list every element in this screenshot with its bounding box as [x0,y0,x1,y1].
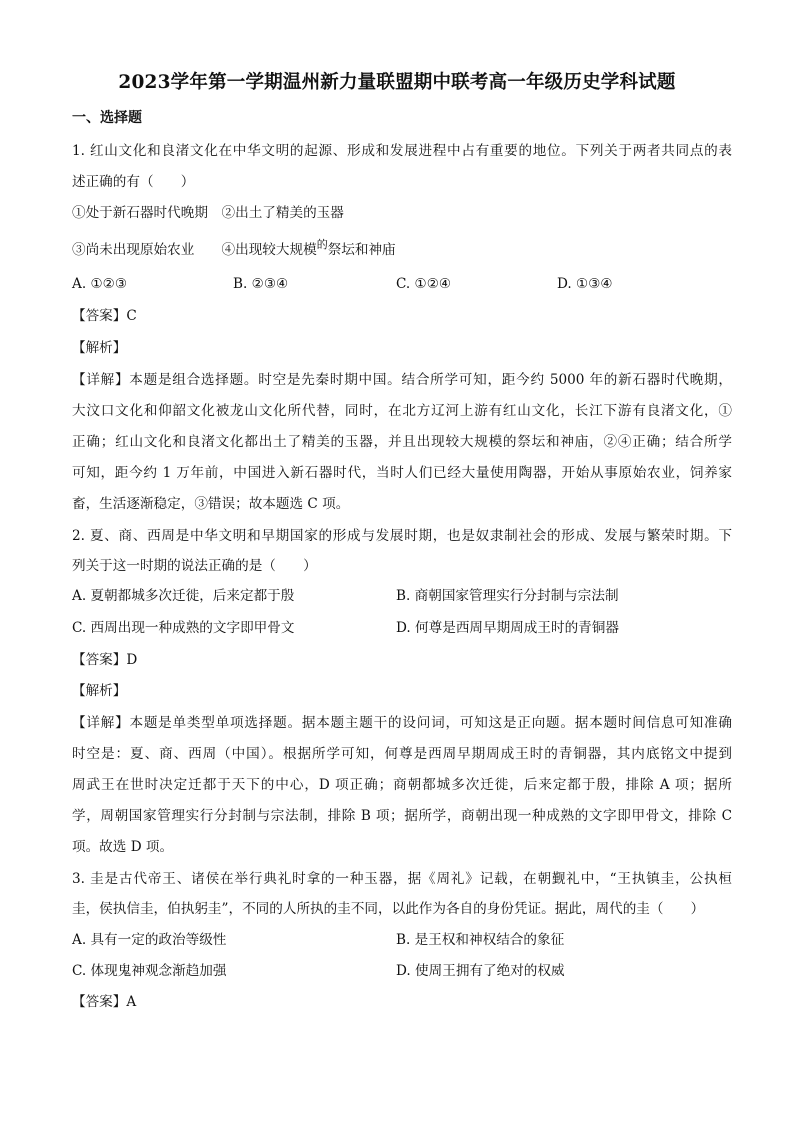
q3-option-d: D. 使周王拥有了绝对的权威 [396,963,565,979]
section-heading: 一、选择题 [72,110,142,126]
q1-items-sup: 的 [316,238,328,251]
q1-items-rest: 祭坛和神庙 [327,242,396,258]
q2-analysis: 【解析】 [72,683,127,699]
q2-detail-line-3: 周武王在世时决定迁都于天下的中心，D 项正确；商朝都城多次迁徙，后来定都于殷，排除 A 项；据所 [72,777,732,793]
q1-items-line-1: ①处于新石器时代晚期 ②出土了精美的玉器 [72,205,344,221]
q2-detail-line-1: 【详解】本题是单类型单项选择题。据本题主题干的设问词，可知这是正向题。据本题时间信息可知准确 [72,715,732,731]
q1-option-d: D. ①③④ [557,276,613,292]
q2-detail-line-2: 时空是：夏、商、西周（中国）。根据所学可知，何尊是西周早期周成王时的青铜器，其内底铭文中提到 [72,746,732,762]
q3-option-a: A. 具有一定的政治等级性 [72,932,227,948]
q2-option-b: B. 商朝国家管理实行分封制与宗法制 [396,588,619,604]
q1-items-line-2 [72,240,732,261]
q1-detail-line-3: 正确；红山文化和良渚文化都出土了精美的玉器，并且出现较大规模的祭坛和神庙，②④正确；结合所学 [72,434,732,450]
q3-option-c: C. 体现鬼神观念渐趋加强 [72,963,227,979]
q1-detail-line-1: 【详解】本题是组合选择题。时空是先秦时期中国。结合所学可知，距今约 5000 年的新石器时代晚期， [72,372,732,388]
q1-answer: 【答案】C [72,308,137,324]
q2-detail-line-5: 项。故选 D 项。 [72,839,174,855]
q2-option-a: A. 夏朝都城多次迁徙，后来定都于殷 [72,588,295,604]
q1-option-a: A. ①②③ [72,276,128,292]
q3-stem-line-2: 圭，侯执信圭，伯执躬圭”，不同的人所执的圭不同，以此作为各自的身份凭证。据此，周代的圭（ ） [72,901,705,917]
q1-detail-line-5: 畜，生活逐渐稳定，③错误；故本题选 C 项。 [72,496,350,512]
q3-answer: 【答案】A [72,994,137,1010]
q2-stem-line-1: 2. 夏、商、西周是中华文明和早期国家的形成与发展时期，也是奴隶制社会的形成、发展与繁荣时期。下 [72,528,732,544]
q1-option-b: B. ②③④ [233,276,289,292]
q1-items-text: ③尚未出现原始农业 ④出现较大规模 [72,242,317,258]
q3-stem-line-1: 3. 圭是古代帝王、诸侯在举行典礼时拿的一种玉器，据《周礼》记载，在朝觐礼中，“王执镇圭，公执桓 [72,871,732,887]
q2-stem-line-2: 列关于这一时期的说法正确的是（ ） [72,558,317,574]
q3-option-b: B. 是王权和神权结合的象征 [396,932,565,948]
q2-answer: 【答案】D [72,652,138,668]
q1-analysis: 【解析】 [72,340,127,356]
page-title: 2023学年第一学期温州新力量联盟期中联考高一年级历史学科试题 [118,72,676,93]
q1-option-c: C. ①②④ [396,276,452,292]
q1-stem-line-1: 1. 红山文化和良渚文化在中华文明的起源、形成和发展进程中占有重要的地位。下列关于两者共同点的表 [72,143,732,159]
q1-detail-line-4: 可知，距今约 1 万年前，中国进入新石器时代，当时人们已经大量使用陶器，开始从事原始农业，饲养家 [72,465,732,481]
q2-option-c: C. 西周出现一种成熟的文字即甲骨文 [72,620,295,636]
q1-detail-line-2: 大汶口文化和仰韶文化被龙山文化所代替，同时，在北方辽河上游有红山文化，长江下游有良渚文化，① [72,403,732,419]
q1-stem-line-2: 述正确的有（ ） [72,174,195,190]
q2-option-d: D. 何尊是西周早期周成王时的青铜器 [396,620,619,636]
q2-detail-line-4: 学，周朝国家管理实行分封制与宗法制，排除 B 项；据所学，商朝出现一种成熟的文字即甲骨文，排除 C [72,808,732,824]
